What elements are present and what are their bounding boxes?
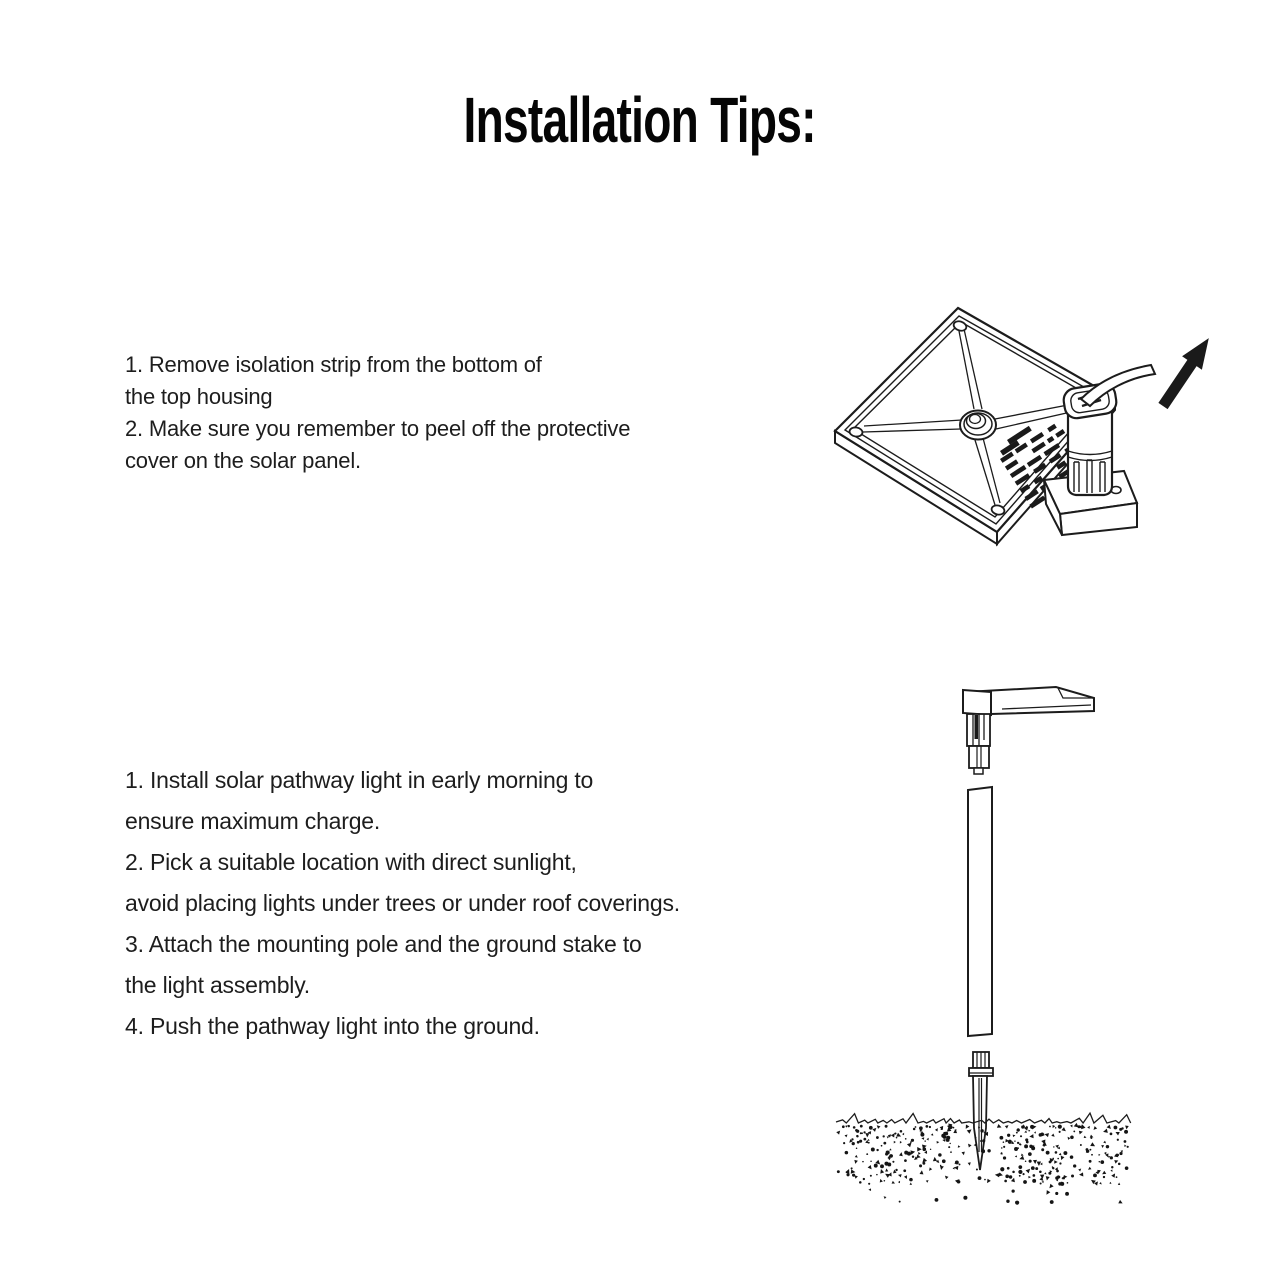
page-title-row — [0, 84, 1280, 156]
pathway-light-diagram-svg — [830, 680, 1150, 1220]
instruction-line: cover on the solar panel. — [125, 448, 361, 473]
instruction-line: 4. Push the pathway light into the ground. — [125, 1013, 540, 1039]
mounting-pole — [968, 787, 992, 1036]
center-knob — [960, 411, 996, 440]
instruction-line: 3. Attach the mounting pole and the ground stake to — [125, 931, 642, 957]
top-housing-diagram-svg — [818, 288, 1242, 580]
top-housing-instructions — [125, 349, 630, 477]
instruction-line: the light assembly. — [125, 972, 310, 998]
head-connector — [967, 714, 990, 774]
instruction-line: ensure maximum charge. — [125, 808, 381, 834]
instruction-line: 2. Make sure you remember to peel off the protective — [125, 416, 631, 441]
instruction-line: 2. Pick a suitable location with direct sunlight, — [125, 849, 577, 875]
page-title: Installation Tips: — [463, 84, 817, 156]
instruction-line: avoid placing lights under trees or under roof coverings. — [125, 890, 680, 916]
instruction-line: the top housing — [125, 384, 273, 409]
light-head — [963, 687, 1094, 774]
top-housing-illustration — [818, 288, 1242, 580]
instruction-line: 1. Remove isolation strip from the bottom of — [125, 352, 542, 377]
pull-direction-arrow-icon — [1158, 338, 1208, 409]
instruction-line: 1. Install solar pathway light in early morning to — [125, 767, 594, 793]
pathway-light-illustration — [830, 680, 1150, 1220]
pathway-light-instructions — [125, 760, 680, 1047]
